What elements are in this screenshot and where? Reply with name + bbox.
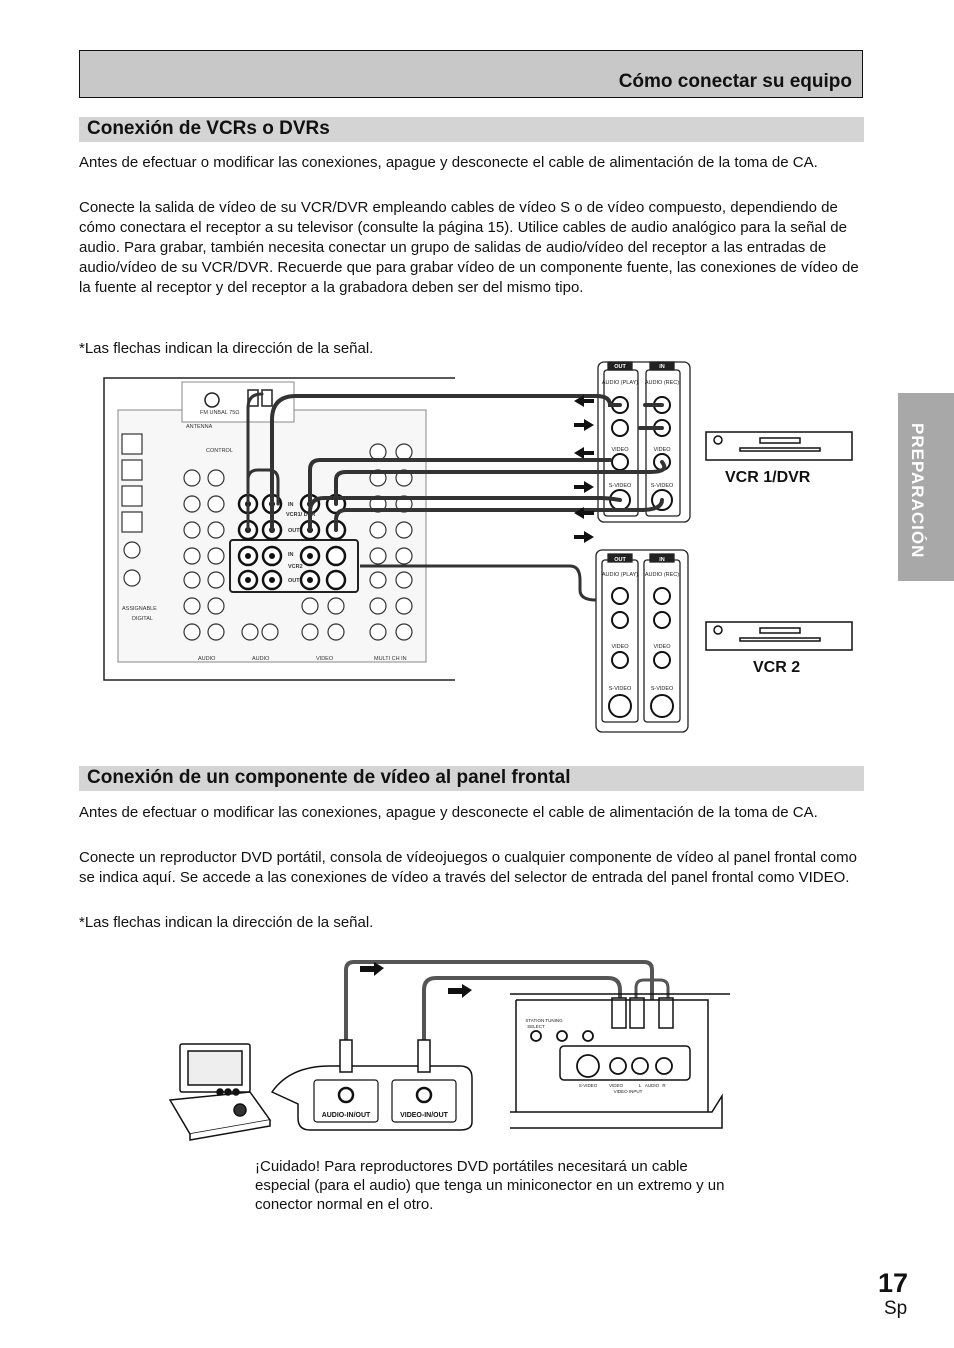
- paragraph-vcr-2: Conecte la salida de vídeo de su VCR/DVR empleando cables de vídeo S o de vídeo compuesto, dependiendo de cómo conectara el receptor a su televisor (consulte la página 15). Utilice cables de audio analógico para la señal de audio. Para grabar, también necesita conectar un grupo de salidas de audio/vídeo del receptor a las entradas de audio/vídeo de su VCR/DVR. Recuerde que para grabar vídeo de un componente fuente, las conexiones de vídeo de la fuente al receptor y del receptor a la grabadora deben ser del mismo tipo.: [79, 199, 859, 296]
- section-title-front: Conexión de un componente de vídeo al panel frontal: [87, 767, 571, 788]
- rx-video: VIDEO: [316, 656, 334, 662]
- station-tuning-label: STATION TUNING: [525, 1018, 563, 1023]
- note-arrows-2: *Las flechas indican la dirección de la señal.: [79, 914, 374, 931]
- rx-assignable: ASSIGNABLE: [122, 606, 157, 612]
- vcr1-audio-rec: AUDIO (REC): [644, 380, 680, 386]
- rx-vcr1: VCR1/ DVR: [286, 512, 316, 518]
- rx-vcr2-out: OUT: [288, 578, 300, 584]
- note-arrows-1: *Las flechas indican la dirección de la señal.: [79, 340, 374, 357]
- video-inout-label: VIDEO-IN/OUT: [400, 1112, 448, 1119]
- rx-vcr1-in: IN: [288, 502, 294, 508]
- vcr1-in: IN: [659, 364, 665, 370]
- rx-control: CONTROL: [206, 448, 233, 454]
- paragraph-front-2: Conecte un reproductor DVD portátil, consola de vídeojuegos o cualquier componente de vídeo al panel frontal como se indica aquí. Se accede a las conexiones de vídeo a través del selector de entrada del panel frontal como VIDEO.: [79, 849, 857, 886]
- vcr2-out: OUT: [614, 557, 626, 563]
- rx-fm: FM UNBAL 75Ω: [200, 410, 240, 416]
- vcr2-in: IN: [659, 557, 665, 563]
- vcr1-svideo-out: S-VIDEO: [608, 483, 632, 489]
- chapter-title: Cómo conectar su equipo: [618, 71, 852, 92]
- paragraph-front-1: Antes de efectuar o modificar las conexiones, apague y desconecte el cable de alimentación de la toma de CA.: [79, 804, 818, 821]
- rx-audio-1: AUDIO: [198, 656, 216, 662]
- section-title-vcr: Conexión de VCRs o DVRs: [87, 118, 330, 139]
- rx-digital: DIGITAL: [132, 616, 153, 622]
- audio-inout-label: AUDIO-IN/OUT: [321, 1112, 371, 1119]
- page-language: Sp: [884, 1298, 908, 1319]
- select-label: SELECT: [527, 1024, 545, 1029]
- caution-note: ¡Cuidado! Para reproductores DVD portátiles necesitará un cable especial (para el audio) que tenga un miniconector en un extremo y un conector normal en el otro.: [255, 1158, 725, 1213]
- vcr1-video-in: VIDEO: [653, 447, 671, 453]
- vcr2-svideo-out: S-VIDEO: [608, 686, 632, 692]
- vcr2-video-out: VIDEO: [611, 644, 629, 650]
- vcr2-audio-play: AUDIO (PLAY): [601, 572, 639, 578]
- vcr2-video-in: VIDEO: [653, 644, 671, 650]
- vcr2-svideo-in: S-VIDEO: [650, 686, 674, 692]
- front-r-label: R: [662, 1083, 666, 1088]
- vcr1-video-out: VIDEO: [611, 447, 629, 453]
- video-input-label: VIDEO INPUT: [613, 1089, 643, 1094]
- vcr1-audio-play: AUDIO (PLAY): [601, 380, 639, 386]
- vcr2-audio-rec: AUDIO (REC): [644, 572, 680, 578]
- front-svideo-label: S-VIDEO: [578, 1083, 598, 1088]
- rx-vcr2-in: IN: [288, 552, 294, 558]
- rx-vcr1-out: OUT: [288, 528, 300, 534]
- vcr1-svideo-in: S-VIDEO: [650, 483, 674, 489]
- portable-dvd-player: [170, 1044, 270, 1140]
- front-l-label: L: [638, 1083, 642, 1088]
- rx-antenna: ANTENNA: [186, 424, 213, 430]
- side-tab-label: PREPARACIÓN: [908, 423, 927, 559]
- rx-audio-2: AUDIO: [252, 656, 270, 662]
- vcr2-label: VCR 2: [753, 659, 801, 676]
- front-video-label: VIDEO: [608, 1083, 624, 1088]
- rx-vcr2: VCR2: [288, 564, 303, 570]
- front-audio-label: AUDIO: [644, 1083, 660, 1088]
- vcr1-out: OUT: [614, 364, 626, 370]
- rx-multich: MULTI CH IN: [374, 656, 407, 662]
- page-number: 17: [878, 1268, 909, 1298]
- vcr1-label: VCR 1/DVR: [725, 469, 811, 486]
- paragraph-vcr-1: Antes de efectuar o modificar las conexiones, apague y desconecte el cable de alimentación de la toma de CA.: [79, 154, 818, 171]
